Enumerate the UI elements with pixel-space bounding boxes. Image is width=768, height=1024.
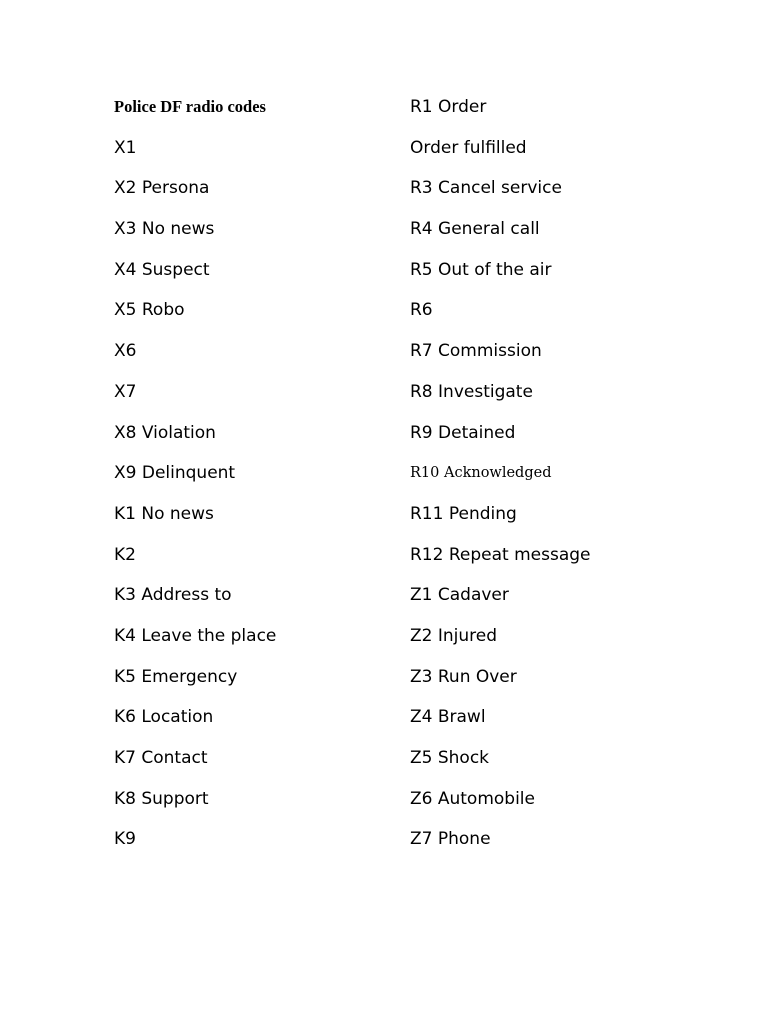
document-title: Police DF radio codes: [114, 97, 266, 116]
code-entry: K1 No news: [114, 503, 214, 524]
code-entry: R12 Repeat message: [410, 544, 591, 565]
code-entry: X2 Persona: [114, 178, 210, 199]
code-entry: K2: [114, 544, 136, 565]
code-entry: X8 Violation: [114, 422, 216, 443]
left-column: [114, 93, 276, 866]
code-entry: R4 General call: [410, 219, 540, 240]
code-entry: Z6 Automobile: [410, 788, 535, 809]
code-entry: Z5 Shock: [410, 748, 490, 768]
code-entry: R6: [410, 300, 433, 321]
code-entry: K8 Support: [114, 788, 209, 809]
code-entry: Z4 Brawl: [410, 707, 486, 728]
code-entry: K6 Location: [114, 707, 214, 728]
code-entry: Z7 Phone: [410, 829, 491, 850]
code-entry: X6: [114, 341, 137, 362]
code-entry: X1: [114, 137, 137, 158]
code-entry: X4 Suspect: [114, 259, 210, 280]
code-entry: Z3 Run Over: [410, 666, 517, 687]
code-entry: R7 Commission: [410, 341, 542, 362]
code-entry: R11 Pending: [410, 503, 517, 524]
code-entry: R9 Detained: [410, 422, 516, 443]
code-entry: X9 Delinquent: [114, 463, 236, 484]
code-entry: K7 Contact: [114, 748, 208, 768]
code-entry: K9: [114, 829, 136, 850]
code-entry: Z2 Injured: [410, 625, 498, 646]
code-entry: R8 Investigate: [410, 381, 533, 402]
code-entry: X7: [114, 381, 137, 402]
code-entry: Z1 Cadaver: [410, 585, 509, 606]
code-entry: K3 Address to: [114, 585, 232, 606]
code-entry: R10 Acknowledged: [410, 465, 552, 482]
right-column: [410, 93, 591, 866]
code-entry: K5 Emergency: [114, 666, 238, 687]
code-entry: Order fulfilled: [410, 137, 527, 158]
code-entry: R1 Order: [410, 97, 487, 117]
code-entry: R3 Cancel service: [410, 178, 562, 199]
code-entry: R5 Out of the air: [410, 259, 552, 280]
code-entry: X5 Robo: [114, 300, 185, 321]
code-entry: X3 No news: [114, 219, 215, 240]
code-entry: K4 Leave the place: [114, 625, 277, 646]
